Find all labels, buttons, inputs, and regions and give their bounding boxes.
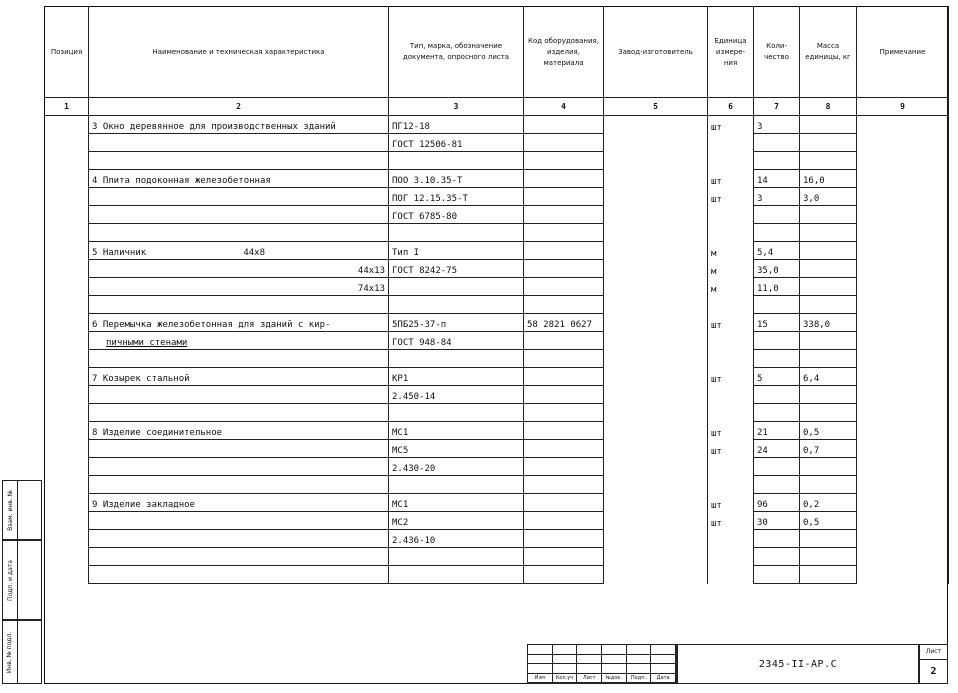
header-name: Наименование и техническая характеристика	[89, 7, 389, 98]
stamp-label: Подп. и дата	[6, 559, 14, 601]
cell-quantity: 35,0	[754, 260, 800, 278]
cell-name: 8 Изделие соединительное	[89, 422, 389, 440]
header-mass: Масса единицы, кг	[800, 7, 857, 98]
cell-unit: м	[708, 260, 754, 278]
cell-type: Тип I	[389, 242, 524, 260]
cell-unit: шт	[708, 494, 754, 512]
cell-mass: 0,2	[800, 494, 857, 512]
header-note: Примечание	[857, 7, 949, 98]
col-number: 6	[708, 98, 754, 116]
title-block	[527, 644, 948, 684]
stamp-label: Взам. инв. №	[6, 489, 14, 531]
cell-unit: шт	[708, 512, 754, 530]
stamp-inv-original	[2, 620, 42, 684]
stamp-inv-replacement	[2, 480, 42, 540]
cell-mass: 0,7	[800, 440, 857, 458]
cell-name: 9 Изделие закладное	[89, 494, 389, 512]
col-number: 4	[524, 98, 604, 116]
revision-label: Кол.уч	[553, 674, 578, 684]
cell-unit: шт	[708, 116, 754, 134]
cell-type: ГОСТ 6785-80	[389, 206, 524, 224]
cell-type: МС2	[389, 512, 524, 530]
cell-mass: 0,5	[800, 512, 857, 530]
cell-type: 2.436-10	[389, 530, 524, 548]
cell-name: 3 Окно деревянное для производственных зданий	[89, 116, 389, 134]
cell-type: ПОО 3.10.35-Т	[389, 170, 524, 188]
sheet-number: 2	[930, 666, 937, 677]
cell-quantity: 96	[754, 494, 800, 512]
item-size: 44x8	[243, 248, 265, 258]
cell-type: КР1	[389, 368, 524, 386]
cell-quantity: 11,0	[754, 278, 800, 296]
col-number: 8	[800, 98, 857, 116]
stamp-label: Инв. № подл.	[6, 631, 14, 673]
cell-mass: 6,4	[800, 368, 857, 386]
cell-name: 6 Перемычка железобетонная для зданий с кир-	[89, 314, 389, 332]
header-type: Тип, марка, обозначение документа, опросного листа	[389, 7, 524, 98]
cell-name: 7 Козырек стальной	[89, 368, 389, 386]
revision-grid	[527, 644, 677, 684]
cell-type: ПОГ 12.15.35-Т	[389, 188, 524, 206]
col-number: 2	[89, 98, 389, 116]
cell-mass: 3,0	[800, 188, 857, 206]
document-code: 2345-II-АР.С	[677, 644, 919, 684]
cell-quantity: 21	[754, 422, 800, 440]
cell-quantity: 5,4	[754, 242, 800, 260]
cell-unit: шт	[708, 422, 754, 440]
sheet-frame	[44, 6, 948, 684]
cell-code: 58 2821 0627	[524, 314, 604, 332]
header-quantity: Коли-чество	[754, 7, 800, 98]
cell-unit: шт	[708, 170, 754, 188]
cell-mass: 16,0	[800, 170, 857, 188]
revision-label: Лист	[577, 674, 602, 684]
sheet-number-box	[919, 644, 948, 684]
cell-type: ГОСТ 8242-75	[389, 260, 524, 278]
revision-label: Дата	[651, 674, 676, 684]
cell-quantity: 3	[754, 188, 800, 206]
cell-quantity: 5	[754, 368, 800, 386]
cell-name: 44x13	[89, 260, 389, 278]
header-unit: Единица измере-ния	[708, 7, 754, 98]
col-number: 7	[754, 98, 800, 116]
header-position: Позиция	[45, 7, 89, 98]
header-maker: Завод-изготовитель	[604, 7, 708, 98]
cell-quantity: 30	[754, 512, 800, 530]
item-name: 5 Наличник	[92, 248, 147, 258]
col-number: 1	[45, 98, 89, 116]
revision-label: №док.	[602, 674, 627, 684]
cell-type: МС1	[389, 422, 524, 440]
col-number: 3	[389, 98, 524, 116]
cell-unit: м	[708, 242, 754, 260]
cell-quantity: 3	[754, 116, 800, 134]
cell-type: ПГ12-18	[389, 116, 524, 134]
cell-unit: м	[708, 278, 754, 296]
cell-type: 2.430-20	[389, 458, 524, 476]
cell-quantity: 15	[754, 314, 800, 332]
cell-type: МС5	[389, 440, 524, 458]
cell-name: 4 Плита подоконная железобетонная	[89, 170, 389, 188]
revision-label: Подп.	[627, 674, 652, 684]
cell-unit: шт	[708, 314, 754, 332]
cell-unit: шт	[708, 440, 754, 458]
cell-type: МС1	[389, 494, 524, 512]
cell-type: 2.450-14	[389, 386, 524, 404]
cell-mass: 338,0	[800, 314, 857, 332]
cell-mass: 0,5	[800, 422, 857, 440]
cell-name: 74x13	[89, 278, 389, 296]
cell-quantity: 24	[754, 440, 800, 458]
cell-type: ГОСТ 948-84	[389, 332, 524, 350]
revision-label: Изм	[528, 674, 553, 684]
header-code: Код оборудования, изделия, материала	[524, 7, 604, 98]
cell-unit: шт	[708, 188, 754, 206]
cell-type: ГОСТ 12506-81	[389, 134, 524, 152]
cell-type: 5ПБ25-37-п	[389, 314, 524, 332]
cell-unit: шт	[708, 368, 754, 386]
stamp-sign-date	[2, 540, 42, 620]
col-number: 5	[604, 98, 708, 116]
item-name-continued: пичными стенами	[106, 338, 188, 348]
col-number: 9	[857, 98, 949, 116]
cell-quantity: 14	[754, 170, 800, 188]
sheet-label: Лист	[920, 645, 947, 660]
